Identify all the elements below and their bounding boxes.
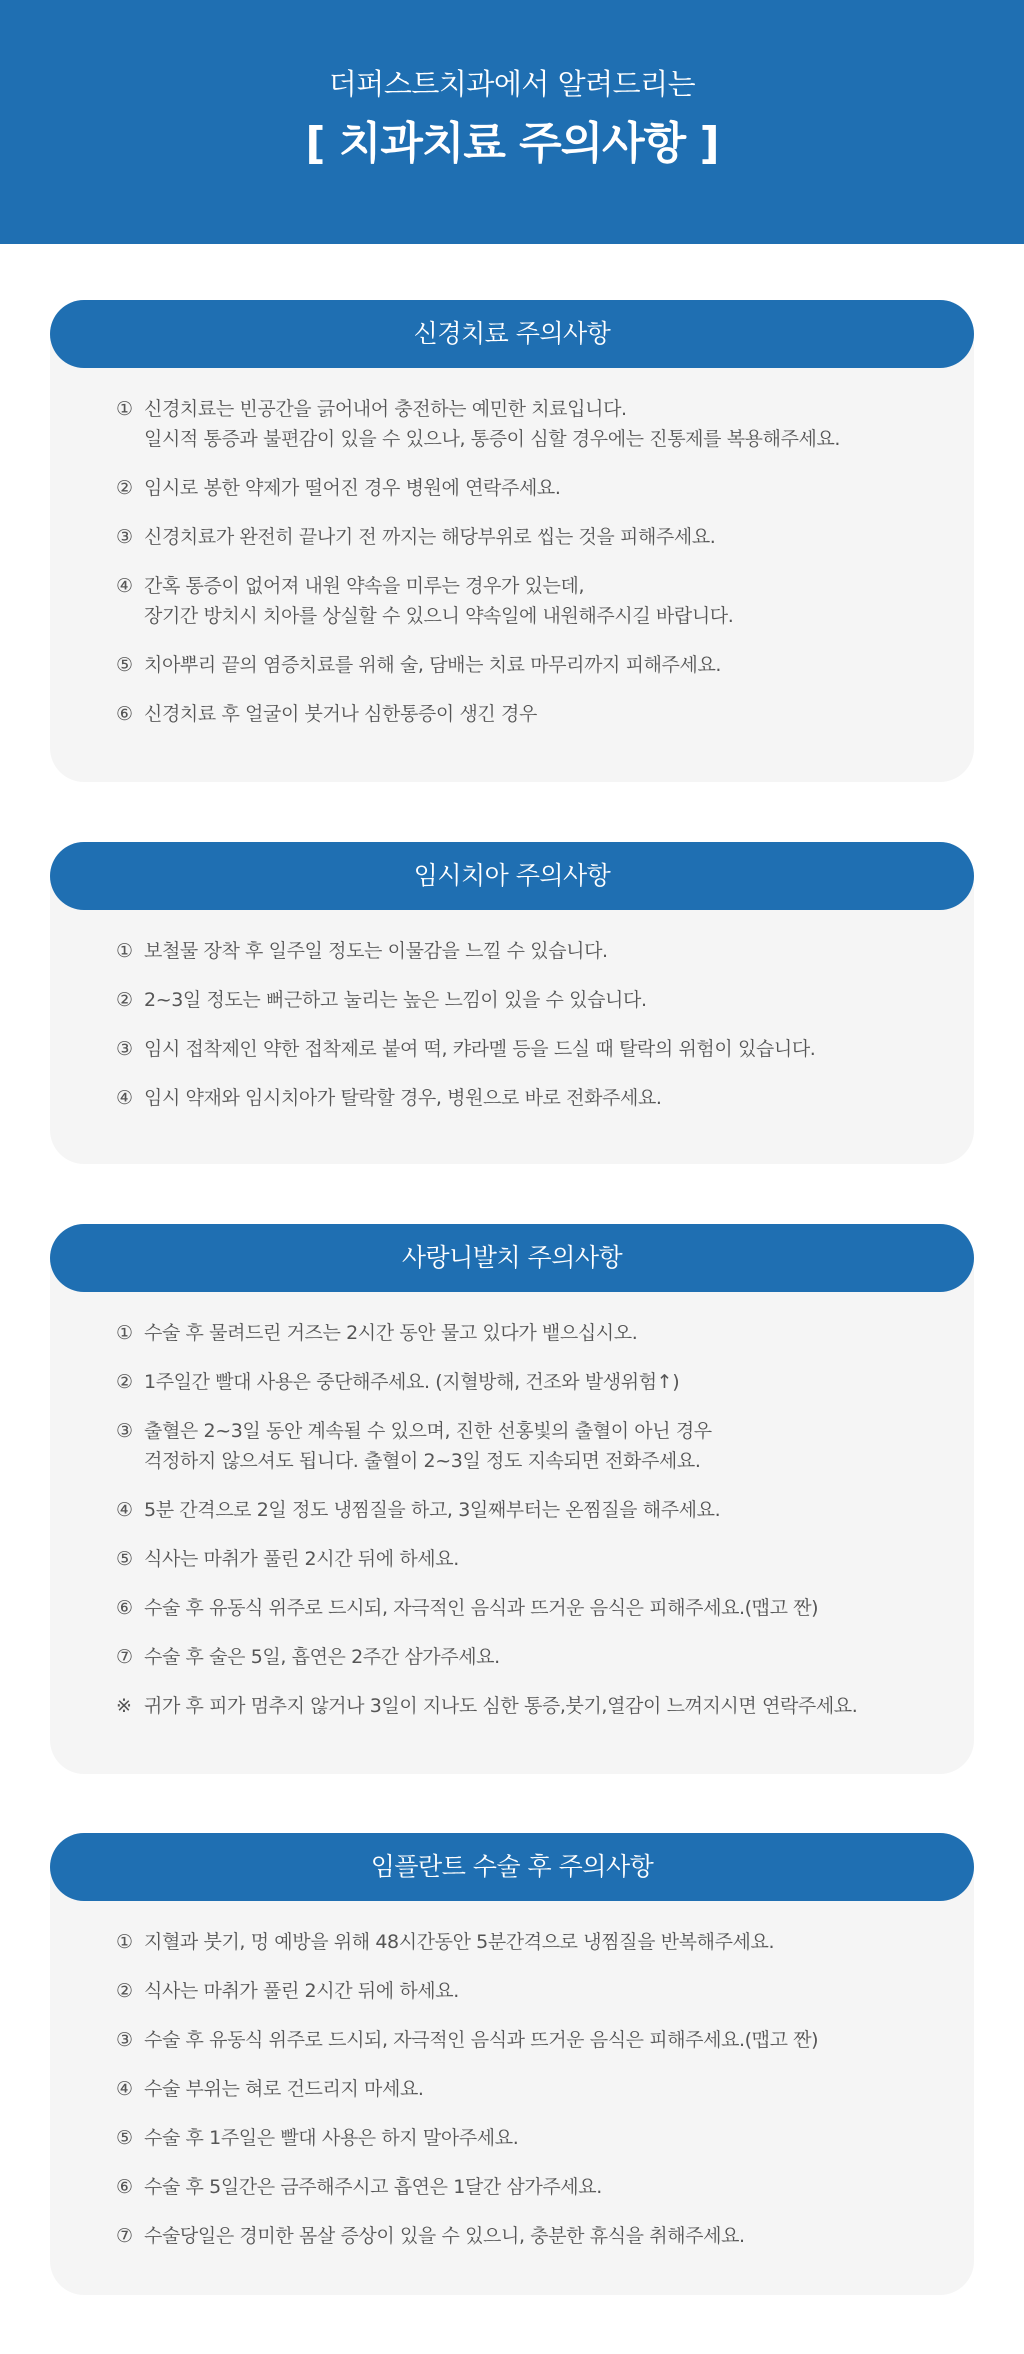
item-text: 신경치료는 빈공간을 긁어내어 충전하는 예민한 치료입니다. 일시적 통증과 불편감이 있을 수 있으나, 통증이 심할 경우에는 진통제를 복용해주세요. bbox=[144, 398, 841, 450]
item-number: ④ bbox=[116, 1087, 133, 1109]
item-number: ⑥ bbox=[116, 703, 133, 725]
item-text: 임시 접착제인 약한 접착제로 붙여 떡, 캬라멜 등을 드실 때 탈락의 위험이 있습니다. bbox=[144, 1038, 816, 1060]
item-number: ⑥ bbox=[116, 1597, 133, 1619]
item-text: 치아뿌리 끝의 염증치료를 위해 술, 담배는 치료 마무리까지 피해주세요. bbox=[144, 654, 722, 676]
item-number: ④ bbox=[116, 2078, 133, 2100]
list-item bbox=[116, 1367, 974, 1397]
page-header bbox=[0, 0, 1024, 244]
item-text: 간혹 통증이 없어져 내원 약속을 미루는 경우가 있는데, 장기간 방치시 치아를 상실할 수 있으니 약속일에 내원해주시길 바랍니다. bbox=[144, 575, 734, 627]
list-item bbox=[116, 1318, 974, 1348]
item-text: 지혈과 붓기, 멍 예방을 위해 48시간동안 5분간격으로 냉찜질을 반복해주세요. bbox=[144, 1931, 775, 1953]
item-number: ⑤ bbox=[116, 1548, 133, 1570]
caution-list bbox=[50, 368, 974, 729]
item-number: ③ bbox=[116, 526, 133, 548]
item-text: 임시로 봉한 약제가 떨어진 경우 병원에 연락주세요. bbox=[144, 477, 561, 499]
list-item bbox=[116, 699, 974, 729]
list-item bbox=[116, 650, 974, 680]
item-number: ① bbox=[116, 940, 133, 962]
list-item bbox=[116, 571, 974, 631]
item-text: 신경치료 후 얼굴이 붓거나 심한통증이 생긴 경우 bbox=[144, 703, 537, 725]
list-item bbox=[116, 985, 974, 1015]
item-text: 수술 후 유동식 위주로 드시되, 자극적인 음식과 뜨거운 음식은 피해주세요.(맵고 짠) bbox=[144, 2029, 819, 2051]
list-item bbox=[116, 1976, 974, 2006]
caution-list bbox=[50, 1901, 974, 2251]
item-number: ② bbox=[116, 1980, 133, 2002]
item-text: 수술 후 1주일은 빨대 사용은 하지 말아주세요. bbox=[144, 2127, 519, 2149]
list-item bbox=[116, 2221, 974, 2251]
item-number: ⑦ bbox=[116, 1646, 133, 1668]
item-text: 신경치료가 완전히 끝나기 전 까지는 해당부위로 씹는 것을 피해주세요. bbox=[144, 526, 716, 548]
section-implant-surgery bbox=[50, 1833, 974, 2295]
item-number: ② bbox=[116, 989, 133, 1011]
section-root-canal bbox=[50, 300, 974, 782]
list-item bbox=[116, 1691, 974, 1721]
item-number: ⑥ bbox=[116, 2176, 133, 2198]
item-number: ③ bbox=[116, 2029, 133, 2051]
item-number: ② bbox=[116, 477, 133, 499]
list-item bbox=[116, 394, 974, 454]
list-item bbox=[116, 1495, 974, 1525]
section-title: 사랑니발치 주의사항 bbox=[50, 1224, 974, 1292]
section-temporary-tooth bbox=[50, 842, 974, 1164]
item-number: ④ bbox=[116, 575, 133, 597]
list-item bbox=[116, 473, 974, 503]
list-item bbox=[116, 522, 974, 552]
list-item bbox=[116, 1593, 974, 1623]
list-item bbox=[116, 1642, 974, 1672]
list-item bbox=[116, 1083, 974, 1113]
item-number: ① bbox=[116, 398, 133, 420]
item-number: ④ bbox=[116, 1499, 133, 1521]
caution-list bbox=[50, 910, 974, 1113]
item-text: 임시 약재와 임시치아가 탈락할 경우, 병원으로 바로 전화주세요. bbox=[144, 1087, 662, 1109]
item-number: ③ bbox=[116, 1038, 133, 1060]
item-text: 귀가 후 피가 멈추지 않거나 3일이 지나도 심한 통증,붓기,열감이 느껴지시면 연락주세요. bbox=[144, 1695, 858, 1717]
item-number: ⑤ bbox=[116, 654, 133, 676]
section-title: 임플란트 수술 후 주의사항 bbox=[50, 1833, 974, 1901]
list-item bbox=[116, 1034, 974, 1064]
item-number: ① bbox=[116, 1322, 133, 1344]
list-item bbox=[116, 1544, 974, 1574]
item-number: ⑤ bbox=[116, 2127, 133, 2149]
list-item bbox=[116, 2172, 974, 2202]
section-title: 신경치료 주의사항 bbox=[50, 300, 974, 368]
header-subtitle: 더퍼스트치과에서 알려드리는 bbox=[328, 67, 696, 101]
section-title: 임시치아 주의사항 bbox=[50, 842, 974, 910]
item-text: 수술 부위는 혀로 건드리지 마세요. bbox=[144, 2078, 424, 2100]
item-text: 수술당일은 경미한 몸살 증상이 있을 수 있으니, 충분한 휴식을 취해주세요. bbox=[144, 2225, 745, 2247]
caution-list bbox=[50, 1292, 974, 1721]
list-item bbox=[116, 2074, 974, 2104]
list-item bbox=[116, 1416, 974, 1476]
item-text: 식사는 마취가 풀린 2시간 뒤에 하세요. bbox=[144, 1548, 459, 1570]
item-text: 2~3일 정도는 뻐근하고 눌리는 높은 느낌이 있을 수 있습니다. bbox=[144, 989, 647, 1011]
item-text: 수술 후 술은 5일, 흡연은 2주간 삼가주세요. bbox=[144, 1646, 500, 1668]
item-text: 수술 후 물려드린 거즈는 2시간 동안 물고 있다가 뱉으십시오. bbox=[144, 1322, 638, 1344]
item-text: 식사는 마취가 풀린 2시간 뒤에 하세요. bbox=[144, 1980, 459, 2002]
item-text: 출혈은 2~3일 동안 계속될 수 있으며, 진한 선홍빛의 출혈이 아닌 경우 걱정하지 않으셔도 됩니다. 출혈이 2~3일 정도 지속되면 전화주세요. bbox=[144, 1420, 712, 1472]
list-item bbox=[116, 936, 974, 966]
item-number: ※ bbox=[116, 1695, 132, 1717]
item-number: ① bbox=[116, 1931, 133, 1953]
list-item bbox=[116, 2025, 974, 2055]
item-text: 1주일간 빨대 사용은 중단해주세요. (지혈방해, 건조와 발생위험↑) bbox=[144, 1371, 680, 1393]
item-text: 5분 간격으로 2일 정도 냉찜질을 하고, 3일째부터는 온찜질을 해주세요. bbox=[144, 1499, 721, 1521]
item-number: ② bbox=[116, 1371, 133, 1393]
list-item bbox=[116, 1927, 974, 1957]
item-text: 수술 후 5일간은 금주해주시고 흡연은 1달간 삼가주세요. bbox=[144, 2176, 602, 2198]
item-number: ⑦ bbox=[116, 2225, 133, 2247]
item-text: 수술 후 유동식 위주로 드시되, 자극적인 음식과 뜨거운 음식은 피해주세요.(맵고 짠) bbox=[144, 1597, 819, 1619]
header-title: [ 치과치료 주의사항 ] bbox=[305, 118, 719, 169]
section-wisdom-tooth-extraction bbox=[50, 1224, 974, 1774]
item-number: ③ bbox=[116, 1420, 133, 1442]
list-item bbox=[116, 2123, 974, 2153]
item-text: 보철물 장착 후 일주일 정도는 이물감을 느낄 수 있습니다. bbox=[144, 940, 608, 962]
